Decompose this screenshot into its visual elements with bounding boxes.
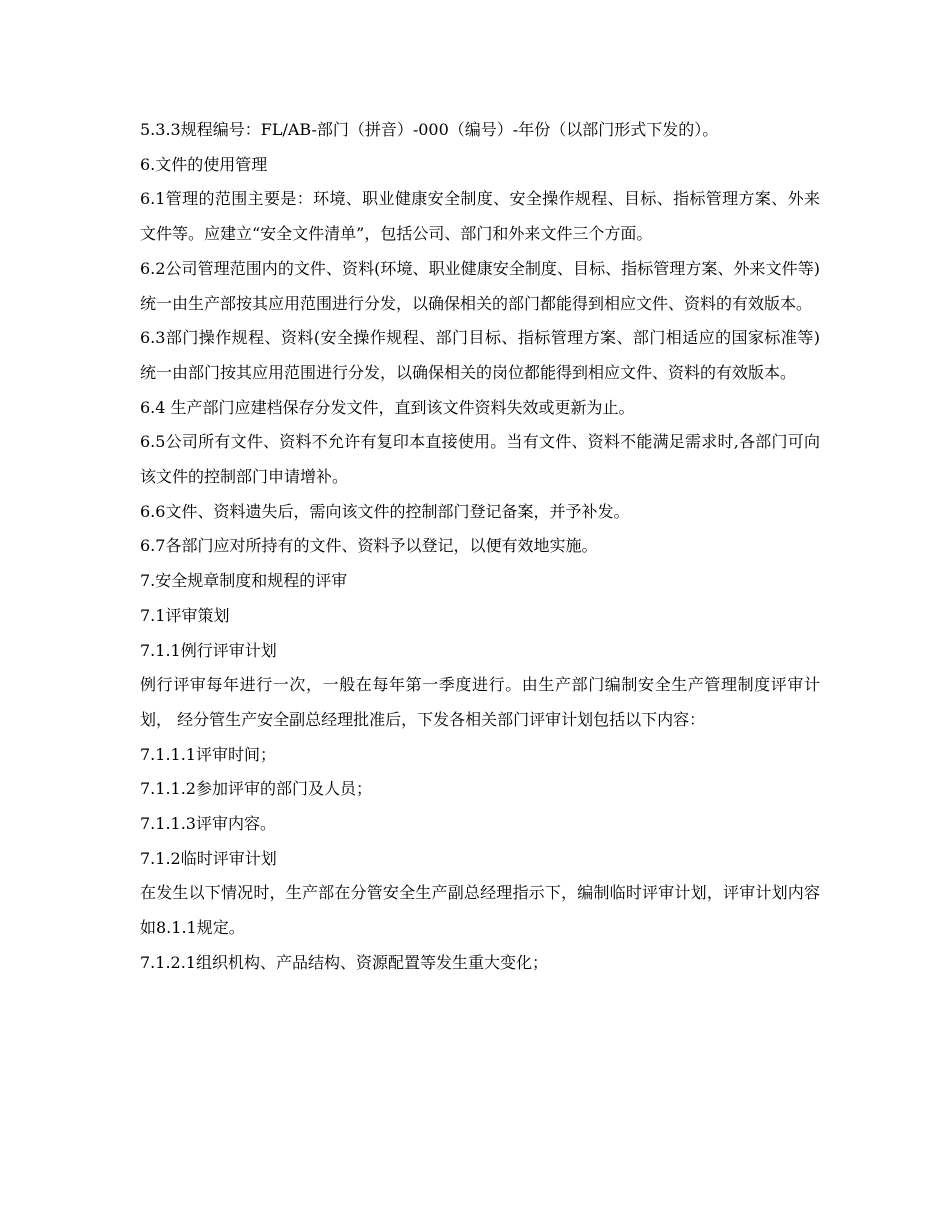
paragraph-6-6: 6.6文件、资料遗失后，需向该文件的控制部门登记备案，并予补发。 xyxy=(140,501,630,521)
paragraph-7-1-1-2: 7.1.1.2参加评审的部门及人员； xyxy=(140,779,372,799)
paragraph-5-3-3: 5.3.3规程编号：FL/AB-部门（拼音）-000（编号）-年份（以部门形式下发的）。 xyxy=(140,120,719,139)
paragraph-6-1: 6.1管理的范围主要是：环境、职业健康安全制度、安全操作规程、目标、指标管理方案、外来文件等。应建立“安全文件清单”，包括公司、部门和外来文件三个方面。 xyxy=(140,189,820,244)
heading-7-1-2: 7.1.2临时评审计划 xyxy=(140,848,277,868)
paragraph-routine-review: 例行评审每年进行一次，一般在每年第一季度进行。由生产部门编制安全生产管理制度评审计划， 经分管生产安全副总经理批准后，下发各相关部门评审计划包括以下内容： xyxy=(140,675,820,729)
paragraph-6-5: 6.5公司所有文件、资料不允许有复印本直接使用。当有文件、资料不能满足需求时,各部门可向该文件的控制部门申请增补。 xyxy=(140,432,820,487)
heading-7-1: 7.1评审策划 xyxy=(140,605,230,625)
paragraph-6-3: 6.3部门操作规程、资料(安全操作规程、部门目标、指标管理方案、部门相适应的国家标准等) 统一由部门按其应用范围进行分发，以确保相关的岗位都能得到相应文件、资料的有效版本。 xyxy=(140,328,820,382)
paragraph-6-2: 6.2公司管理范围内的文件、资料(环境、职业健康安全制度、目标、指标管理方案、外来文件等)统一由生产部按其应用范围进行分发，以确保相关的部门都能得到相应文件、资料的有效版本。 xyxy=(140,258,820,313)
document-body xyxy=(140,113,820,981)
paragraph-7-1-2-1: 7.1.2.1组织机构、产品结构、资源配置等发生重大变化； xyxy=(140,952,548,972)
paragraph-6-4: 6.4 生产部门应建档保存分发文件，直到该文件资料失效或更新为止。 xyxy=(140,397,635,417)
paragraph-6-7: 6.7各部门应对所持有的文件、资料予以登记，以便有效地实施。 xyxy=(140,536,598,556)
paragraph-7-1-1-1: 7.1.1.1评审时间； xyxy=(140,744,276,764)
heading-7: 7.安全规章制度和规程的评审 xyxy=(140,571,348,591)
paragraph-temporary-review: 在发生以下情况时，生产部在分管安全生产副总经理指示下，编制临时评审计划，评审计划内容如8.1.1规定。 xyxy=(140,883,820,938)
paragraph-7-1-1-3: 7.1.1.3评审内容。 xyxy=(140,814,276,834)
heading-6: 6.文件的使用管理 xyxy=(140,154,268,174)
heading-7-1-1: 7.1.1例行评审计划 xyxy=(140,640,277,660)
